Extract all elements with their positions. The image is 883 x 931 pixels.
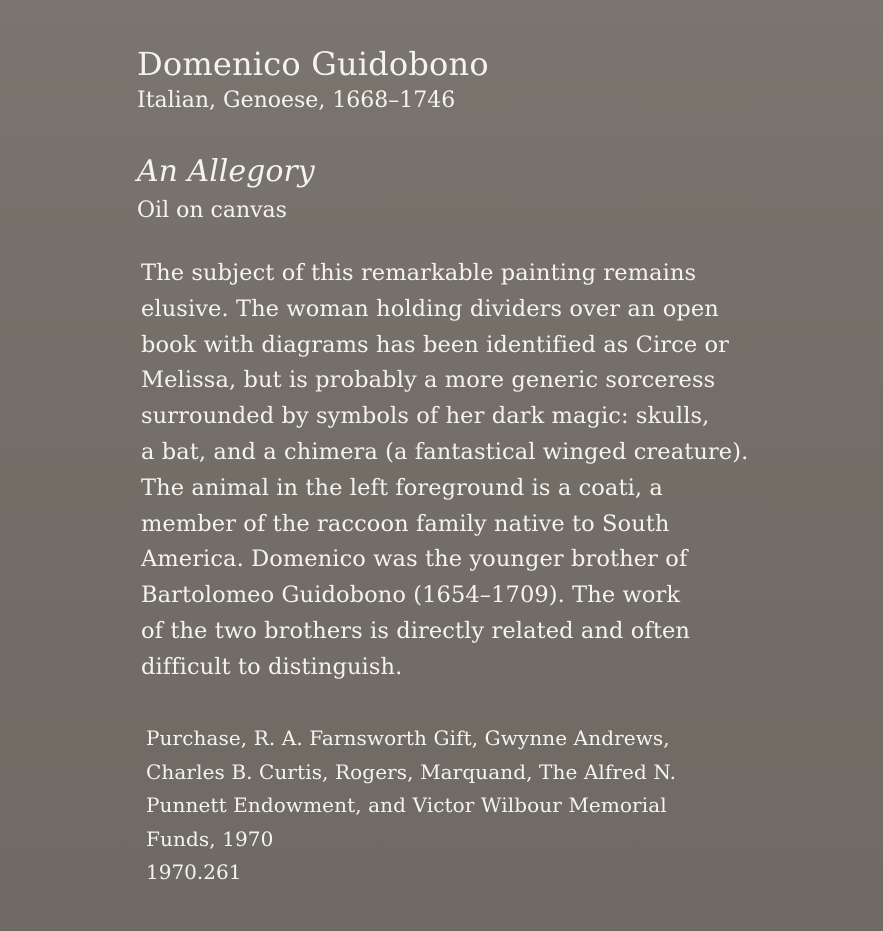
credit-line-text: Punnett Endowment, and Victor Wilbour Memorial [146, 793, 667, 817]
credit-line-text: Funds, 1970 [146, 826, 274, 851]
artwork-title: An Allegory [137, 154, 315, 189]
description-line: of the two brothers is directly related and often [141, 617, 690, 644]
description-line: surrounded by symbols of her dark magic: skulls, [141, 403, 710, 430]
credit-line [146, 722, 846, 856]
description-line: Melissa, but is probably a more generic sorceress [141, 367, 716, 394]
credit-line-text: Purchase, R. A. Farnsworth Gift, Gwynne Andrews, [146, 726, 670, 750]
description-line: elusive. The woman holding dividers over an open [141, 295, 719, 322]
description-line: difficult to distinguish. [141, 653, 403, 680]
credit-line-text: Charles B. Curtis, Rogers, Marquand, The Alfred N. [146, 759, 677, 784]
artist-name: Domenico Guidobono [137, 45, 489, 83]
description-line: America. Domenico was the younger brother of [141, 546, 688, 573]
description-line: Bartolomeo Guidobono (1654–1709). The work [141, 582, 681, 609]
artist-nationality-dates: Italian, Genoese, 1668–1746 [137, 88, 456, 113]
description-line: book with diagrams has been identified as Circe or [141, 331, 730, 358]
accession-number: 1970.261 [146, 860, 242, 884]
artwork-description [141, 256, 841, 686]
description-line: The animal in the left foreground is a coati, a [141, 474, 663, 501]
artwork-medium: Oil on canvas [137, 198, 287, 223]
description-line: member of the raccoon family native to South [141, 510, 670, 537]
description-line: The subject of this remarkable painting remains [141, 260, 697, 286]
description-line: a bat, and a chimera (a fantastical winged creature). [141, 438, 749, 465]
